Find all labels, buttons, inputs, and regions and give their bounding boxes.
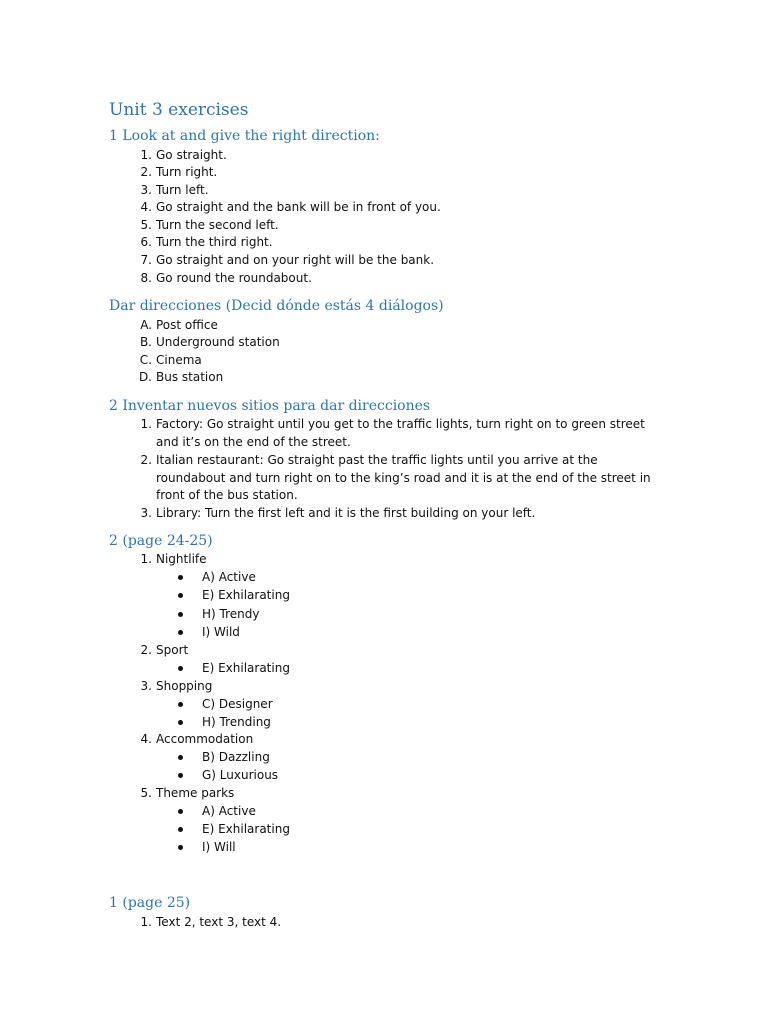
bullet-item: H) Trendy (202, 606, 259, 624)
bullet-item: E) Exhilarating (202, 660, 290, 678)
list-item: 5. Theme parks (140, 786, 235, 800)
list-item: 1. Go straight. (140, 148, 227, 162)
bullet-item: G) Luxurious (202, 767, 278, 785)
bullet-icon (178, 702, 183, 707)
bullet-icon (178, 593, 183, 598)
list-item: 1. Factory: Go straight until you get to the traffic lights, turn right on to green street and it’s on the end of the street. (140, 417, 645, 449)
section-heading: Dar direcciones (Decid dónde estás 4 diálogos) (109, 298, 444, 314)
list-item: 1. Nightlife (140, 552, 207, 566)
section-heading: 2 Inventar nuevos sitios para dar direcciones (109, 398, 431, 414)
list-item: A. Post office (140, 318, 218, 332)
list-item: 7. Go straight and on your right will be the bank. (140, 253, 435, 267)
bullet-icon (178, 809, 183, 814)
list-item: 3. Shopping (140, 679, 213, 693)
section-heading: 1 Look at and give the right direction: (109, 128, 380, 144)
list-item: B. Underground station (139, 335, 280, 349)
bullet-item: C) Designer (202, 696, 273, 714)
list-item: C. Cinema (139, 353, 202, 367)
bullet-icon (178, 575, 183, 580)
bullet-item: B) Dazzling (202, 749, 270, 767)
bullet-icon (178, 612, 183, 617)
bullet-icon (178, 755, 183, 760)
bullet-item: E) Exhilarating (202, 587, 290, 605)
list-item: 8. Go round the roundabout. (140, 271, 312, 285)
bullet-icon (178, 773, 183, 778)
list-item: 3. Turn left. (140, 183, 209, 197)
list-item: 4. Go straight and the bank will be in front of you. (140, 200, 441, 214)
list-item: 4. Accommodation (140, 732, 254, 746)
bullet-item: E) Exhilarating (202, 821, 290, 839)
bullet-icon (178, 845, 183, 850)
bullet-item: H) Trending (202, 714, 271, 732)
bullet-item: I) Will (202, 839, 236, 857)
bullet-icon (178, 630, 183, 635)
bullet-item: A) Active (202, 569, 256, 587)
section-heading: 2 (page 24-25) (109, 533, 213, 549)
list-item: 2. Sport (140, 643, 189, 657)
list-item: 5. Turn the second left. (140, 218, 279, 232)
section-heading: 1 (page 25) (109, 895, 191, 911)
list-item: 6. Turn the third right. (140, 235, 273, 249)
list-item: 2. Italian restaurant: Go straight past the traffic lights until you arrive at the roundabout and turn right on to the king’s road and it is at the end of the street in front of the bus station. (140, 453, 651, 503)
bullet-icon (178, 666, 183, 671)
list-item: D. Bus station (138, 370, 224, 384)
list-item: 2. Turn right. (140, 165, 218, 179)
bullet-item: I) Wild (202, 624, 240, 642)
list-item: 3. Library: Turn the first left and it is the first building on your left. (140, 506, 536, 520)
bullet-item: A) Active (202, 803, 256, 821)
document-title: Unit 3 exercises (109, 100, 249, 120)
list-item: 1. Text 2, text 3, text 4. (140, 915, 282, 929)
bullet-icon (178, 720, 183, 725)
bullet-icon (178, 827, 183, 832)
